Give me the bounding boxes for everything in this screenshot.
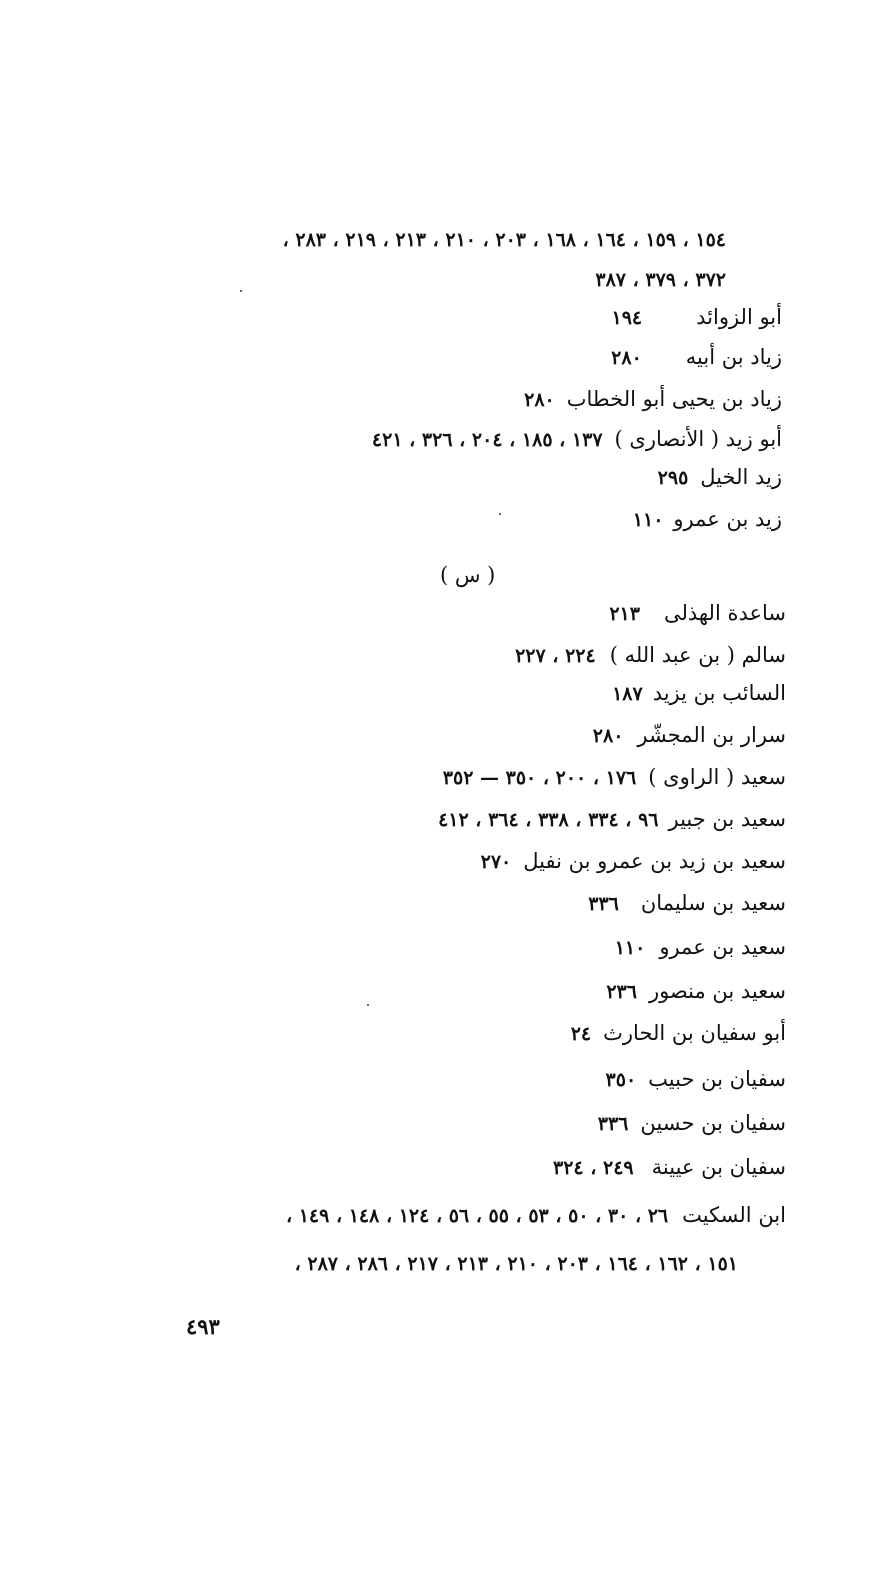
index-entry	[443, 762, 786, 793]
entry-name: أبو زيد ( الأنصارى )	[614, 427, 782, 451]
index-entry	[658, 462, 782, 493]
entry-name: السائب بن يزيد	[652, 681, 786, 705]
index-entry	[606, 1064, 786, 1095]
entry-pages: ٣٥٠	[605, 1069, 637, 1091]
entry-name: أبو سفيان بن الحارث	[603, 1021, 786, 1045]
entry-pages: ١٩٤	[611, 307, 643, 329]
entry-name: زياد بن يحيى أبو الخطاب	[566, 387, 782, 411]
entry-pages: ٢٤٩ ، ٣٢٤	[553, 1157, 634, 1179]
entry-pages: ٢٦ ، ٣٠ ، ٥٠ ، ٥٣ ، ٥٥ ، ٥٦ ، ١٢٤ ، ١٤٨ ، ١٤٩ ،	[285, 1205, 669, 1227]
index-entry	[598, 1108, 786, 1139]
entry-name: سفيان بن حسين	[640, 1111, 786, 1135]
index-entry	[524, 384, 782, 415]
scan-speck	[240, 290, 242, 292]
entry-name: سالم ( بن عبد الله )	[609, 643, 786, 667]
scan-speck	[367, 1004, 369, 1006]
index-entry	[612, 678, 786, 709]
entry-pages: ٣٣٦	[597, 1113, 629, 1135]
index-entry	[633, 504, 782, 535]
continuation-line	[295, 1248, 738, 1279]
entry-name: سعيد بن منصور	[648, 979, 786, 1003]
entry-name: زياد بن أبيه	[685, 345, 782, 369]
index-entry	[615, 932, 786, 963]
entry-name: سفيان بن حبيب	[648, 1067, 786, 1091]
entry-pages: ٣٣٦	[588, 893, 619, 915]
index-entry	[553, 1152, 786, 1183]
index-entry	[611, 342, 782, 373]
entry-name: سعيد بن سليمان	[640, 891, 786, 915]
index-entry	[515, 640, 786, 671]
entry-pages: ٢٨٠	[524, 389, 555, 411]
entry-name: سعيد بن جبير	[668, 807, 786, 831]
index-entry	[481, 846, 786, 877]
entry-name: ساعدة الهذلى	[663, 601, 786, 625]
index-entry	[593, 720, 786, 751]
entry-pages: ٢٨٠	[592, 725, 624, 747]
entry-pages: ٢٧٠	[480, 851, 512, 873]
index-entry	[372, 424, 782, 455]
index-entry	[571, 1018, 786, 1049]
page-references: ١٥١ ، ١٦٢ ، ١٦٤ ، ٢٠٣ ، ٢١٠ ، ٢١٣ ، ٢١٧ ، ٢٨٦ ، ٢٨٧ ،	[294, 1253, 738, 1275]
index-entry	[438, 804, 786, 835]
index-entry	[286, 1200, 786, 1231]
scan-speck	[499, 513, 501, 515]
index-entry	[588, 888, 786, 919]
entry-pages: ١١٠	[614, 937, 646, 959]
index-entry	[606, 976, 786, 1007]
page-references: ٣٧٢ ، ٣٧٩ ، ٣٨٧	[595, 269, 726, 291]
entry-pages: ١٣٧ ، ١٨٥ ، ٢٠٤ ، ٣٢٦ ، ٤٢١	[371, 429, 603, 451]
entry-pages: ٢٩٥	[657, 467, 689, 489]
entry-pages: ٢٢٤ ، ٢٢٧	[515, 645, 596, 667]
entry-name: زيد بن عمرو	[673, 507, 782, 531]
entry-pages: ٢٤	[570, 1023, 592, 1045]
continuation-line	[283, 224, 726, 255]
entry-pages: ١١٠	[632, 509, 664, 531]
entry-pages: ١٨٧	[612, 683, 643, 705]
entry-name: أبو الزوائد	[696, 305, 782, 329]
entry-pages: ٢٣٦	[606, 981, 637, 1003]
index-entry	[609, 598, 786, 629]
entry-name: ابن السكيت	[682, 1203, 786, 1227]
entry-name: سعيد بن زيد بن عمرو بن نفيل	[523, 849, 786, 873]
entry-name: سرار بن المجشّر	[637, 723, 786, 747]
index-entry	[612, 302, 783, 333]
page-number: ٤٩٣	[186, 1314, 220, 1339]
continuation-line	[595, 264, 726, 295]
entry-pages: ١٧٦ ، ٢٠٠ ، ٣٥٠ — ٣٥٢	[442, 767, 637, 789]
page-references: ١٥٤ ، ١٥٩ ، ١٦٤ ، ١٦٨ ، ٢٠٣ ، ٢١٠ ، ٢١٣ ، ٢١٩ ، ٢٨٣ ،	[282, 229, 726, 251]
entry-pages: ٢١٣	[609, 603, 640, 625]
entry-pages: ٢٨٠	[611, 347, 642, 369]
entry-name: سعيد بن عمرو	[659, 935, 786, 959]
entry-pages: ٩٦ ، ٣٣٤ ، ٣٣٨ ، ٣٦٤ ، ٤١٢	[438, 809, 659, 831]
entry-name: سفيان بن عيينة	[651, 1155, 786, 1179]
entry-name: سعيد ( الراوى )	[648, 765, 786, 789]
section-letter-heading: ( س )	[440, 563, 496, 587]
entry-name: زيد الخيل	[700, 465, 782, 489]
